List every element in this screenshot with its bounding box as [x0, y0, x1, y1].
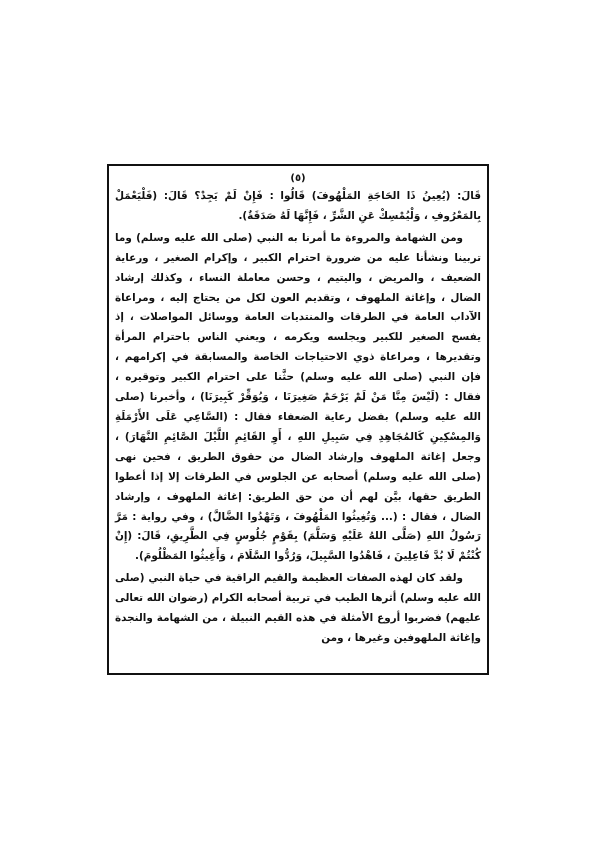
paragraph-1: قَالَ: (يُعِينُ ذَا الحَاجَةِ المَلْهُوفَ) قَالُوا : فَإِنْ لَمْ يَجِدْ؟ قَالَ: (فَلْيَعْمَلْ بِالمَعْرُوفِ ، وَلْيُمْسِكْ عَنِ الشَّرِّ ، فَإِنَّهَا لَهُ صَدَقَةٌ).: [115, 190, 481, 222]
page-frame: [107, 164, 489, 675]
paragraph-3: ولقد كان لهذه الصفات العظيمة والقيم الراقية في حياة النبي (صلى الله عليه وسلم) أثرها الطيب في تربية أصحابه الكرام (رضوان الله تعالى عليهم) فضربوا أروع الأمثلة في هذه القيم النبيلة ، من الشهامة والنجدة وإغاثة الملهوفين وغيرها ، ومن: [115, 572, 481, 644]
page-number: (٥): [290, 173, 306, 184]
body-text: [115, 187, 481, 649]
paragraph-2: ومن الشهامة والمروءة ما أمرنا به النبي (صلى الله عليه وسلم) وما تربينا ونشأنا عليه من ضرورة احترام الكبير ، وإكرام الصغير ، ورعاية الضعيف ، والمريض ، واليتيم ، وحسن معاملة النساء ، وكذلك إرشاد الضال ، وإغاثة الملهوف ، وتقديم العون لكل من يحتاج إليه ، ومراعاة الآداب العامة في الطرقات والمنتديات العامة ووسائل المواصلات ، إذ يفسح الصغير للكبير ويجلسه ويكرمه ، ويعني الناس باحترام المرأة وتقديرها ، ومراعاة ذوي الاحتياجات الخاصة والمسابقة في إكرامهم ، فإن النبي (صلى الله عليه وسلم) حثَّنا على احترام الكبير وتوقيره ، فقال : (لَيْسَ مِنَّا مَنْ لَمْ يَرْحَمْ صَغِيرَنَا ، وَيُوَقِّرْ كَبِيرَنَا) ، وأخبرنا (صلى الله عليه وسلم) بفضل رعاية الضعفاء فقال : (السَّاعِي عَلَى الأَرْمَلَةِ وَالمِسْكِينِ كَالمُجَاهِدِ فِي سَبِيلِ اللهِ ، أَوِ القَائِمِ اللَّيْلَ الصَّائِمِ النَّهَارَ) ، وجعل إغاثة الملهوف وإرشاد الضال من حقوق الطريق ، فحين نهى (صلى الله عليه وسلم) أصحابه عن الجلوس في الطرقات إلا إذا أعطوا الطريق حقها، بيَّن لهم أن من حق الطريق: إغاثة الملهوف ، وإرشاد الضال ، فقال : (... وَتُغِيثُوا المَلْهُوفَ ، وَتَهْدُوا الضَّالَّ) ، وفي رواية : مَرَّ رَسُولُ اللهِ (صَلَّى اللهُ عَلَيْهِ وَسَلَّمَ) بِقَوْمٍ جُلُوسٍ فِي الطَّرِيقِ، قَالَ: (إِنْ كُنْتُمْ لَا بُدَّ فَاعِلِينَ ، فَاهْدُوا السَّبِيلَ، وَرُدُّوا السَّلَامَ ، وَأَغِيثُوا المَظْلُومَ).: [115, 231, 481, 563]
